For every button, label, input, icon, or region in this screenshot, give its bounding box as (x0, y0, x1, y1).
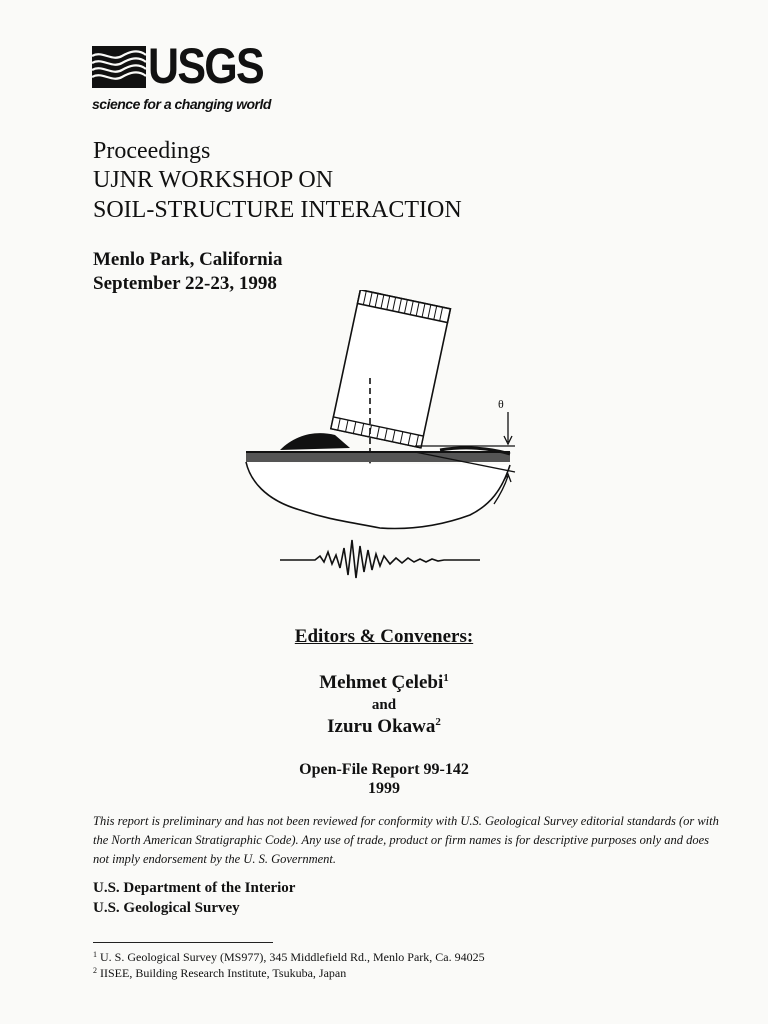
footnote-2-mark: 2 (93, 966, 97, 975)
editor-1-name: Mehmet Çelebi (319, 672, 444, 693)
disclaimer-text: This report is preliminary and has not been reviewed for conformity with U.S. Geological Survey editorial standards (or with the North American Stratigraphic Code). Any use of trade, product or firm names is for descriptive purposes only and does not imply endorsement by the U. S. Government. (93, 814, 719, 866)
editor-1-footnote-mark: 1 (443, 672, 449, 684)
logo-tagline: science for a changing world (92, 96, 271, 112)
usgs-wave-icon (92, 46, 146, 88)
footnote-divider (93, 942, 273, 943)
editor-2-name: Izuru Okawa (327, 716, 436, 737)
editors-heading (0, 626, 768, 648)
logo-wordmark: USGS (148, 38, 263, 94)
seismogram-trace (280, 540, 480, 578)
theta-label: θ (498, 397, 504, 411)
title-topic: SOIL-STRUCTURE INTERACTION (93, 197, 462, 223)
editor-2-footnote-mark: 2 (435, 716, 441, 728)
soil-body (246, 462, 510, 528)
footnote-2-text: IISEE, Building Research Institute, Tsukuba, Japan (100, 966, 347, 980)
footnote-1 (93, 950, 485, 965)
tilted-building (331, 290, 451, 448)
title-workshop: UJNR WORKSHOP ON (93, 167, 334, 193)
survey-name: U.S. Geological Survey (93, 900, 240, 916)
editor-1 (0, 672, 768, 694)
event-dates: September 22-23, 1998 (93, 273, 277, 294)
department-name: U.S. Department of the Interior (93, 880, 296, 896)
event-location: Menlo Park, California (93, 249, 283, 270)
soil-structure-illustration (240, 290, 530, 580)
footnote-1-mark: 1 (93, 950, 97, 959)
editors-conjunction: and (371, 697, 397, 713)
soil-mound (280, 433, 350, 450)
title-proceedings: Proceedings (93, 138, 211, 164)
report-year: 1999 (368, 780, 400, 797)
ground-surface (246, 452, 510, 462)
footnote-2 (93, 966, 346, 981)
footnote-1-text: U. S. Geological Survey (MS977), 345 Middlefield Rd., Menlo Park, Ca. 94025 (100, 950, 485, 964)
usgs-logo (92, 40, 292, 120)
editors-heading-text: Editors & Conveners: (294, 626, 474, 647)
editor-2 (0, 716, 768, 738)
report-number: Open-File Report 99-142 (299, 761, 469, 778)
